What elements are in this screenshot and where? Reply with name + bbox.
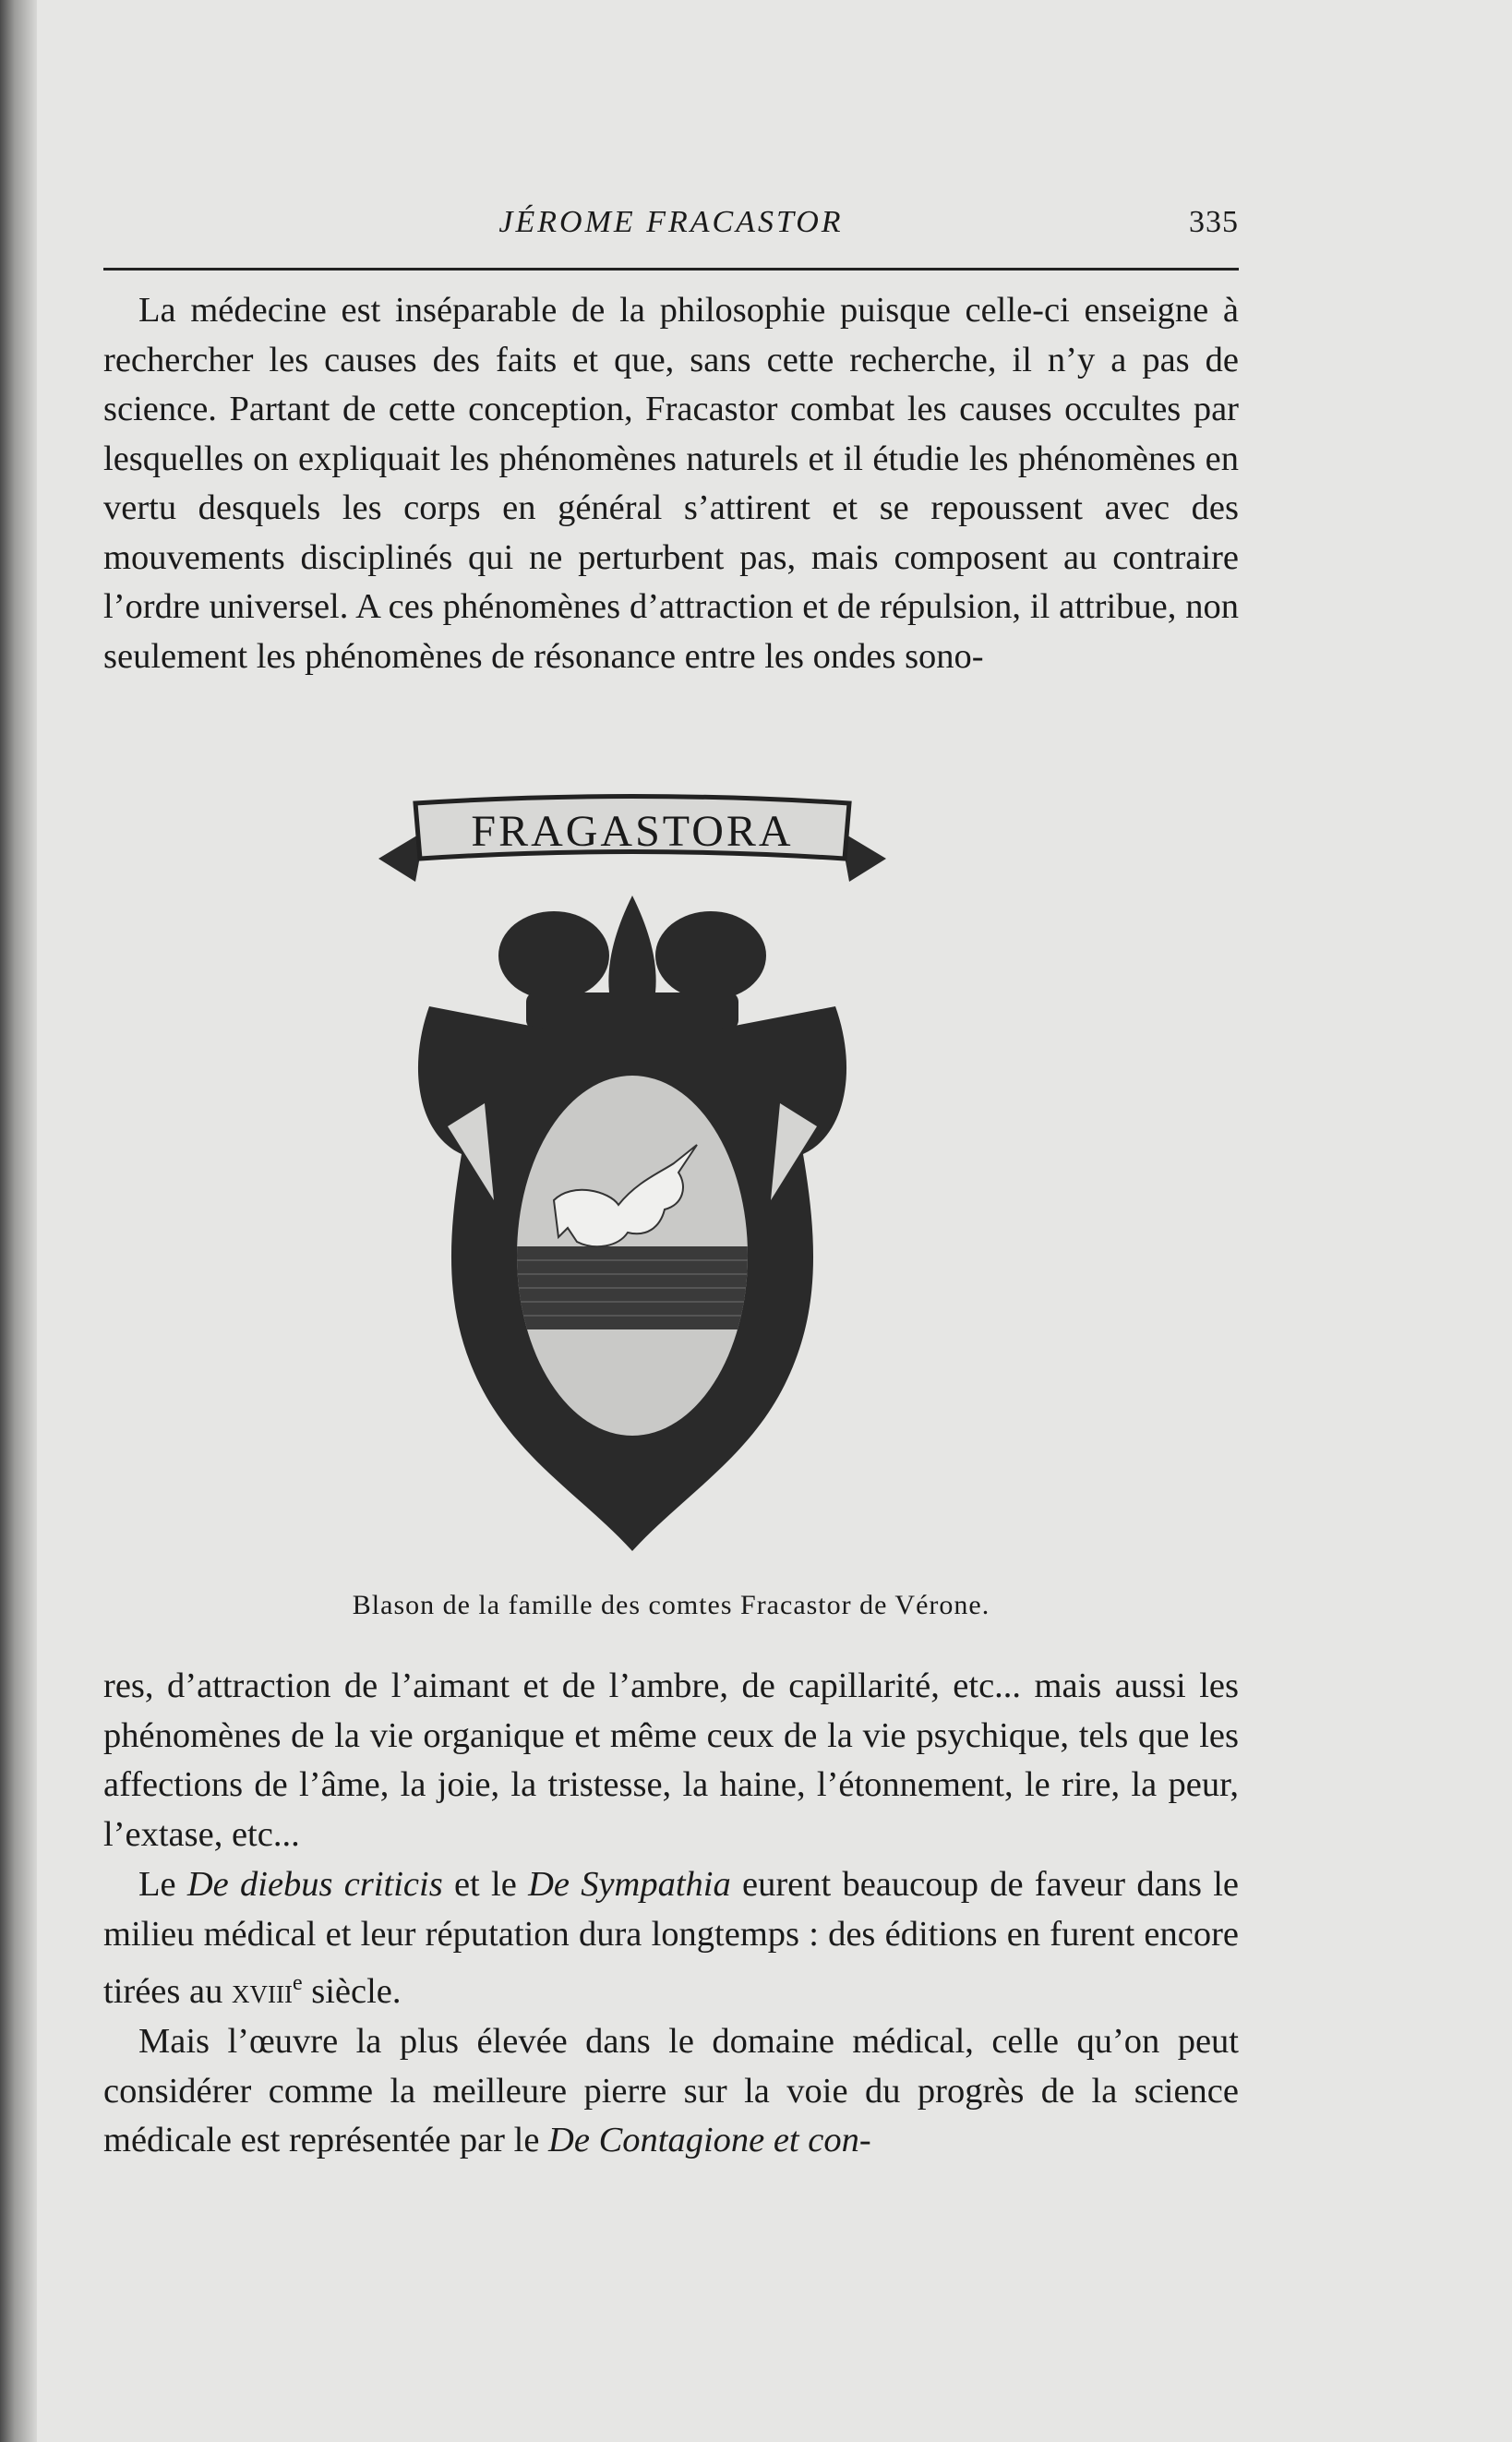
paragraph (103, 2017, 1239, 2166)
paragraph (103, 1860, 1239, 2016)
running-title: JÉROME FRACASTOR (498, 205, 844, 239)
paragraph: La médecine est inséparable de la philosophie puisque celle-ci enseigne à rechercher les causes des faits et que, sans cette recherche, il n’y a pas de science. Partant de cette conception, Fracastor combat les causes occultes par lesquelles on expliquait les phénomènes naturels et il étudie les phénomènes en vertu desquels les corps en général s’attirent et se repoussent avec des mouvements disciplinés qui ne perturbent pas, mais composent au contraire l’ordre universel. A ces phénomènes d’attraction et de répulsion, il attribue, non seulement les phénomènes de résonance entre les ondes sono- (103, 291, 1239, 676)
text-run: et le (442, 1865, 529, 1904)
coat-of-arms-illustration (342, 794, 923, 1570)
book-title: De Contagione et con- (548, 2121, 871, 2160)
century-numeral: xviii (231, 1971, 293, 2011)
book-title: De diebus criticis (186, 1865, 443, 1904)
text-block-bottom (103, 1662, 1239, 2166)
text-block-top (103, 286, 1239, 681)
book-title: De Sympathia (528, 1865, 731, 1904)
text-run: siècle. (302, 1971, 402, 2011)
banner-text: FRAGASTORA (471, 807, 794, 856)
banner-scroll (378, 797, 886, 883)
header-rule (103, 268, 1239, 271)
fleur-de-lis-icon (498, 896, 766, 1029)
text-run: eurent beaucoup de faveur dans le milieu médical et leur réputation dura longtemps : des éditions en furent encore tirées au (103, 1865, 1239, 2011)
figure-caption: Blason de la famille des comtes Fracastor de Vérone. (352, 1590, 990, 1620)
page-binding-edge (0, 0, 37, 2442)
century-superscript: e (292, 1971, 303, 1995)
text-run: Mais l’œuvre la plus élevée dans le domaine médical, celle qu’on peut considérer comme la meilleure pierre sur la voie du progrès de la science médicale est représentée par le (103, 2022, 1239, 2160)
page-number: 335 (1189, 205, 1239, 239)
text-run: Le (138, 1865, 187, 1904)
paragraph-continued: res, d’attraction de l’aimant et de l’ambre, de capillarité, etc... mais aussi les phénomènes de la vie organique et même ceux de la vie psychique, tels que les affections de l’âme, la joie, la tristesse, la haine, l’étonnement, le rire, la peur, l’extase, etc... (103, 1666, 1239, 1854)
page-header (103, 201, 1239, 249)
